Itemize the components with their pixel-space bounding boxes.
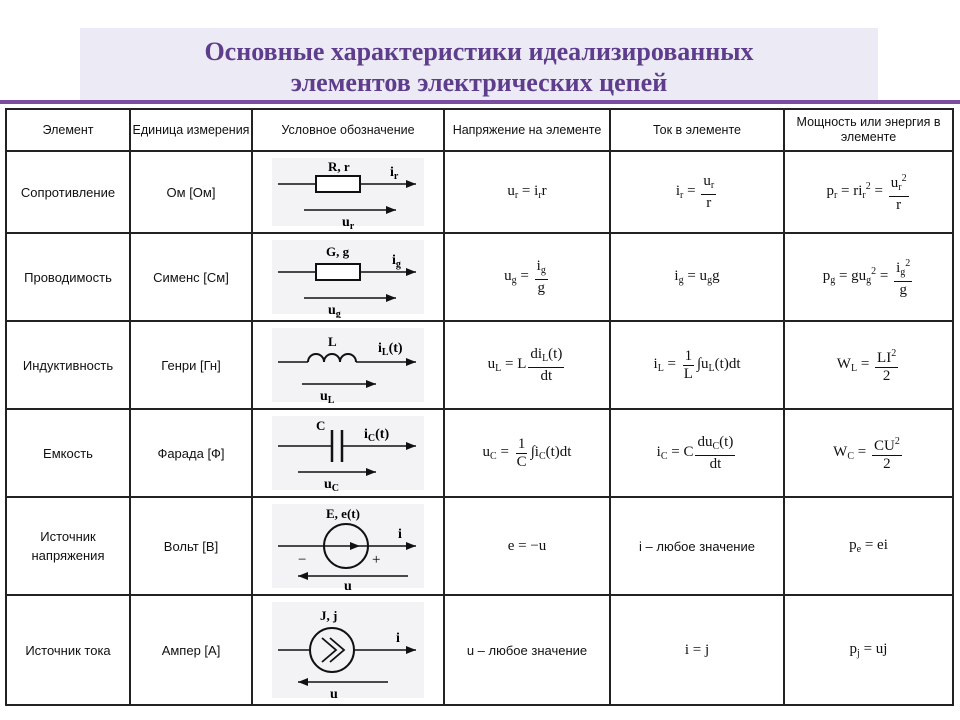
current-label: i xyxy=(364,427,368,442)
symbol-label: J, j xyxy=(320,608,338,623)
resistor-icon xyxy=(268,154,428,230)
capacitance-energy-formula: $W_C$ = $\frac{CU^2}{2}$ xyxy=(784,409,953,497)
voltage-source-symbol xyxy=(252,497,444,595)
voltage-label: u xyxy=(344,579,352,592)
symbol-label: L xyxy=(328,334,337,349)
voltage-label: u xyxy=(324,477,332,492)
current-source-current-formula: i = j xyxy=(610,595,784,705)
conductance-symbol xyxy=(252,233,444,321)
inductance-current-formula: $i_L$ = $\frac{1}{L}$ $\int u_L(t)dt$ xyxy=(610,321,784,409)
current-source-icon xyxy=(268,598,428,702)
capacitor-symbol xyxy=(252,409,444,497)
col-header-element: Элемент xyxy=(6,109,130,151)
current-source-voltage-text: u – любое значение xyxy=(444,595,610,705)
table-row-inductance xyxy=(6,321,953,409)
symbol-label: G, g xyxy=(326,244,350,259)
element-name: Проводимость xyxy=(6,233,130,321)
voltage-label: u xyxy=(320,389,328,404)
current-subscript: C xyxy=(367,433,376,444)
current-subscript: r xyxy=(393,171,399,182)
table-row-voltage-source xyxy=(6,497,953,595)
current-source-power-formula: $p_j$ = uj xyxy=(784,595,953,705)
inductor-symbol xyxy=(252,321,444,409)
capacitance-voltage-formula: $u_C$ = $\frac{1}{C}$ $\int i_C(t)dt$ xyxy=(444,409,610,497)
current-label: i xyxy=(398,527,402,542)
current-suffix: (t) xyxy=(388,341,403,356)
header-row xyxy=(6,109,953,151)
voltage-subscript: L xyxy=(327,395,335,406)
inductor-icon xyxy=(268,324,428,406)
symbol-label: C xyxy=(316,418,326,433)
conductance-icon xyxy=(268,236,428,318)
voltage-source-power-formula: $p_e$ = ei xyxy=(784,497,953,595)
plus-label: + xyxy=(372,552,381,568)
page-title-line2: элементов электрических цепей xyxy=(290,68,668,97)
element-unit: Ом [Ом] xyxy=(130,151,252,233)
current-subscript: g xyxy=(395,259,401,270)
current-suffix: (t) xyxy=(375,427,390,442)
table-row-capacitance xyxy=(6,409,953,497)
col-header-symbol: Условное обозначение xyxy=(252,109,444,151)
element-name: Источник тока xyxy=(6,595,130,705)
table-row-current-source xyxy=(6,595,953,705)
voltage-label: u xyxy=(342,215,350,230)
col-header-unit: Единица измерения xyxy=(130,109,252,151)
voltage-label: u xyxy=(328,303,336,318)
capacitance-current-formula: $i_C = C$ $\frac{du_C(t)}{dt}$ xyxy=(610,409,784,497)
table-row-conductance xyxy=(6,233,953,321)
current-subscript: L xyxy=(381,347,389,358)
element-unit: Генри [Гн] xyxy=(130,321,252,409)
voltage-source-current-text: i – любое значение xyxy=(610,497,784,595)
current-label: i xyxy=(378,341,382,356)
element-name: Источник напряжения xyxy=(6,497,130,595)
element-name: Емкость xyxy=(6,409,130,497)
voltage-subscript: g xyxy=(335,309,341,318)
symbol-label: R, r xyxy=(328,159,350,174)
element-unit: Фарада [Ф] xyxy=(130,409,252,497)
current-label: i xyxy=(392,253,396,268)
title-divider xyxy=(0,100,960,104)
characteristics-table xyxy=(5,108,954,706)
inductance-energy-formula: $W_L$ = $\frac{LI^2}{2}$ xyxy=(784,321,953,409)
element-name: Сопротивление xyxy=(6,151,130,233)
element-name: Индуктивность xyxy=(6,321,130,409)
capacitor-icon xyxy=(268,412,428,494)
inductance-voltage-formula: $u_L = L$ $\frac{di_L(t)}{dt}$ xyxy=(444,321,610,409)
element-unit: Сименс [См] xyxy=(130,233,252,321)
current-source-symbol xyxy=(252,595,444,705)
resistance-current-formula: $i_r$ = $\frac{u_r}{r}$ xyxy=(610,151,784,233)
conductance-current-formula: $i_g = u_gg$ xyxy=(610,233,784,321)
table-row-resistance xyxy=(6,151,953,233)
col-header-voltage: Напряжение на элементе xyxy=(444,109,610,151)
conductance-voltage-formula: $u_g$ = $\frac{i_g}{g}$ xyxy=(444,233,610,321)
voltage-label: u xyxy=(330,687,338,702)
col-header-current: Ток в элементе xyxy=(610,109,784,151)
resistor-symbol xyxy=(252,151,444,233)
voltage-subscript: r xyxy=(349,221,355,230)
conductance-power-formula: $p_g = gu_g^2$ = $\frac{i_g^2}{g}$ xyxy=(784,233,953,321)
minus-label: − xyxy=(298,552,307,568)
voltage-subscript: C xyxy=(331,483,340,494)
resistance-voltage-formula: $u_r = i_rr$ xyxy=(444,151,610,233)
col-header-power: Мощность или энергия в элементе xyxy=(784,109,953,151)
svg-text:iL(t) xyxy=(378,341,403,358)
svg-text:iC(t) xyxy=(364,427,389,444)
current-label: i xyxy=(396,631,400,646)
voltage-source-icon xyxy=(268,500,428,592)
element-unit: Ампер [А] xyxy=(130,595,252,705)
voltage-source-voltage-formula: e = −u xyxy=(444,497,610,595)
element-unit: Вольт [В] xyxy=(130,497,252,595)
page-title xyxy=(80,36,878,98)
current-label: i xyxy=(390,165,394,180)
symbol-label: E, e(t) xyxy=(326,506,360,521)
resistance-power-formula: $p_r = ri_r^2$ = $\frac{u_r^2}{r}$ xyxy=(784,151,953,233)
page-title-line1: Основные характеристики идеализированных xyxy=(204,37,754,66)
